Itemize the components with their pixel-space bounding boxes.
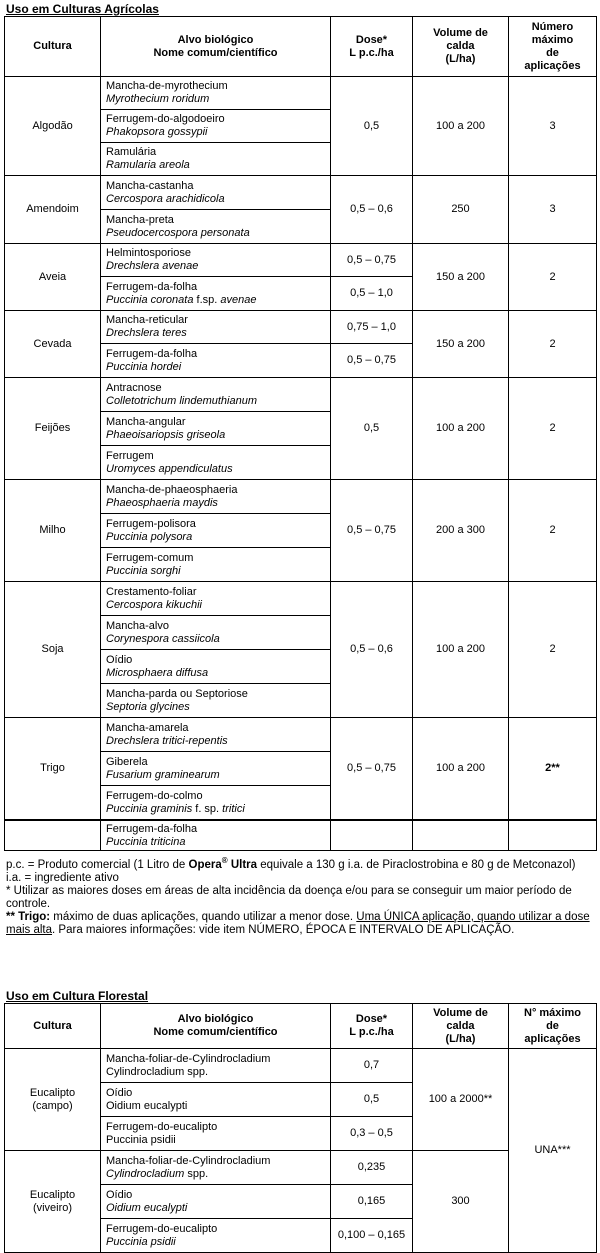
crop-cell: Amendoim <box>5 176 101 244</box>
target-cell: Mancha-de-phaeosphaeria Phaeosphaeria maydis <box>101 480 331 514</box>
target-cell: Mancha-amarela Drechslera tritici-repentis <box>101 718 331 752</box>
num-cell: 3 <box>509 77 597 176</box>
dose-cell: 0,5 – 0,75 <box>331 480 413 582</box>
table-row <box>5 378 597 412</box>
target-cell: Ferrugem-da-folha Puccinia coronata f.sp. avenae <box>101 277 331 311</box>
table-row <box>5 176 597 210</box>
header-num-aplicacoes: Número máximo de aplicações <box>509 17 597 77</box>
forest-table <box>4 1003 597 1253</box>
target-cell: Mancha-foliar-de-Cylindrocladium Cylindrocladium spp. <box>101 1049 331 1083</box>
target-cell: Mancha-angular Phaeoisariopsis griseola <box>101 412 331 446</box>
header-volume: Volume de calda (L/ha) <box>413 1004 509 1049</box>
dose-cell: 0,5 <box>331 1083 413 1117</box>
agri-header-row <box>5 17 597 77</box>
notes <box>6 854 594 937</box>
crop-cell: Aveia <box>5 244 101 311</box>
note-star: * Utilizar as maiores doses em áreas de alta incidência da doença e/ou para se conseguir um maior período de controle. <box>6 884 572 910</box>
num-cell: 2 <box>509 582 597 718</box>
dose-cell: 0,5 <box>331 378 413 480</box>
target-cell: Mancha-reticular Drechslera teres <box>101 311 331 344</box>
target-cell: Ferrugem-polisora Puccinia polysora <box>101 514 331 548</box>
crop-cell: Eucalipto (campo) <box>5 1049 101 1151</box>
table-row <box>5 821 597 851</box>
target-cell: Crestamento-foliar Cercospora kikuchii <box>101 582 331 616</box>
volume-cell: 150 a 200 <box>413 244 509 311</box>
volume-cell: 250 <box>413 176 509 244</box>
volume-cell: 300 <box>413 1151 509 1253</box>
note-ia: i.a. = ingrediente ativo <box>6 871 119 884</box>
target-cell: Mancha-parda ou Septoriose Septoria glycines <box>101 684 331 718</box>
dose-cell: 0,5 <box>331 77 413 176</box>
note-trigo: ** Trigo: máximo de duas aplicações, quando utilizar a menor dose. Uma ÚNICA aplicação, quando utilizar a dose mais alta. Para maiores informações: vide item NÚMERO, ÉPOCA E INTERVALO DE APLICAÇÃO. <box>6 910 590 936</box>
dose-cell: 0,100 – 0,165 <box>331 1219 413 1253</box>
volume-cell: 100 a 2000** <box>413 1049 509 1151</box>
dose-cell: 0,5 – 0,6 <box>331 582 413 718</box>
num-cell: 2** <box>509 718 597 820</box>
volume-cell-empty <box>413 821 509 851</box>
target-cell: Ferrugem-comum Puccinia sorghi <box>101 548 331 582</box>
num-cell: UNA*** <box>509 1049 597 1253</box>
target-cell: Oídio Microsphaera diffusa <box>101 650 331 684</box>
dose-cell: 0,3 – 0,5 <box>331 1117 413 1151</box>
forest-section-title: Uso em Cultura Florestal <box>6 989 149 1003</box>
crop-cell: Trigo <box>5 718 101 820</box>
num-cell-empty <box>509 821 597 851</box>
target-cell: Ferrugem-da-folha Puccinia hordei <box>101 344 331 378</box>
table-row <box>5 718 597 752</box>
header-cultura: Cultura <box>5 17 101 77</box>
note-pc: p.c. = Produto comercial (1 Litro de Opera® Ultra equivale a 130 g i.a. de Piraclostrobina e 80 g de Metconazol) <box>6 856 576 871</box>
volume-cell: 100 a 200 <box>413 582 509 718</box>
agri-table <box>4 16 597 820</box>
header-volume: Volume de calda (L/ha) <box>413 17 509 77</box>
table-row <box>5 77 597 110</box>
crop-cell: Eucalipto (viveiro) <box>5 1151 101 1253</box>
dose-cell: 0,165 <box>331 1185 413 1219</box>
num-cell: 2 <box>509 480 597 582</box>
target-cell: Oídio Oidium eucalypti <box>101 1083 331 1117</box>
dose-cell-empty <box>331 821 413 851</box>
header-dose: Dose* L p.c./ha <box>331 1004 413 1049</box>
num-cell: 2 <box>509 311 597 378</box>
dose-cell: 0,5 – 0,6 <box>331 176 413 244</box>
table-row <box>5 244 597 277</box>
crop-cell: Soja <box>5 582 101 718</box>
dose-cell: 0,75 – 1,0 <box>331 311 413 344</box>
num-cell: 2 <box>509 244 597 311</box>
target-cell: Ferrugem-da-folha Puccinia triticina <box>101 821 331 851</box>
header-num-aplicacoes: N° máximo de aplicações <box>509 1004 597 1049</box>
header-dose: Dose* L p.c./ha <box>331 17 413 77</box>
target-cell: Giberela Fusarium graminearum <box>101 752 331 786</box>
table-row <box>5 582 597 616</box>
agri-table-continuation <box>4 820 597 851</box>
crop-cell: Algodão <box>5 77 101 176</box>
table-row <box>5 480 597 514</box>
volume-cell: 150 a 200 <box>413 311 509 378</box>
dose-cell: 0,5 – 0,75 <box>331 344 413 378</box>
num-cell: 3 <box>509 176 597 244</box>
agri-section-title: Uso em Culturas Agrícolas <box>6 2 159 16</box>
target-cell: Ferrugem-do-algodoeiro Phakopsora gossypii <box>101 110 331 143</box>
forest-header-row <box>5 1004 597 1049</box>
target-cell: Ferrugem-do-colmo Puccinia graminis f. sp. tritici <box>101 786 331 820</box>
volume-cell: 200 a 300 <box>413 480 509 582</box>
dose-cell: 0,7 <box>331 1049 413 1083</box>
target-cell: Helmintosporiose Drechslera avenae <box>101 244 331 277</box>
table-row <box>5 1049 597 1083</box>
target-cell: Mancha-foliar-de-Cylindrocladium Cylindrocladium spp. <box>101 1151 331 1185</box>
target-cell: Ferrugem-do-eucalipto Puccinia psidii <box>101 1117 331 1151</box>
dose-cell: 0,5 – 1,0 <box>331 277 413 311</box>
header-alvo: Alvo biológico Nome comum/científico <box>101 1004 331 1049</box>
crop-cell: Feijões <box>5 378 101 480</box>
target-cell: Ferrugem-do-eucalipto Puccinia psidii <box>101 1219 331 1253</box>
table-row <box>5 311 597 344</box>
volume-cell: 100 a 200 <box>413 378 509 480</box>
table-row <box>5 1151 597 1185</box>
dose-cell: 0,5 – 0,75 <box>331 244 413 277</box>
target-cell: Mancha-alvo Corynespora cassiicola <box>101 616 331 650</box>
target-cell: Oídio Oidium eucalypti <box>101 1185 331 1219</box>
header-alvo: Alvo biológico Nome comum/científico <box>101 17 331 77</box>
target-cell: Ramulária Ramularia areola <box>101 143 331 176</box>
header-cultura: Cultura <box>5 1004 101 1049</box>
dose-cell: 0,5 – 0,75 <box>331 718 413 820</box>
dose-cell: 0,235 <box>331 1151 413 1185</box>
crop-cell: Milho <box>5 480 101 582</box>
num-cell: 2 <box>509 378 597 480</box>
target-cell: Mancha-de-myrothecium Myrothecium roridum <box>101 77 331 110</box>
crop-cell-empty <box>5 821 101 851</box>
crop-cell: Cevada <box>5 311 101 378</box>
target-cell: Ferrugem Uromyces appendiculatus <box>101 446 331 480</box>
volume-cell: 100 a 200 <box>413 718 509 820</box>
volume-cell: 100 a 200 <box>413 77 509 176</box>
target-cell: Antracnose Colletotrichum lindemuthianum <box>101 378 331 412</box>
target-cell: Mancha-preta Pseudocercospora personata <box>101 210 331 244</box>
target-cell: Mancha-castanha Cercospora arachidicola <box>101 176 331 210</box>
